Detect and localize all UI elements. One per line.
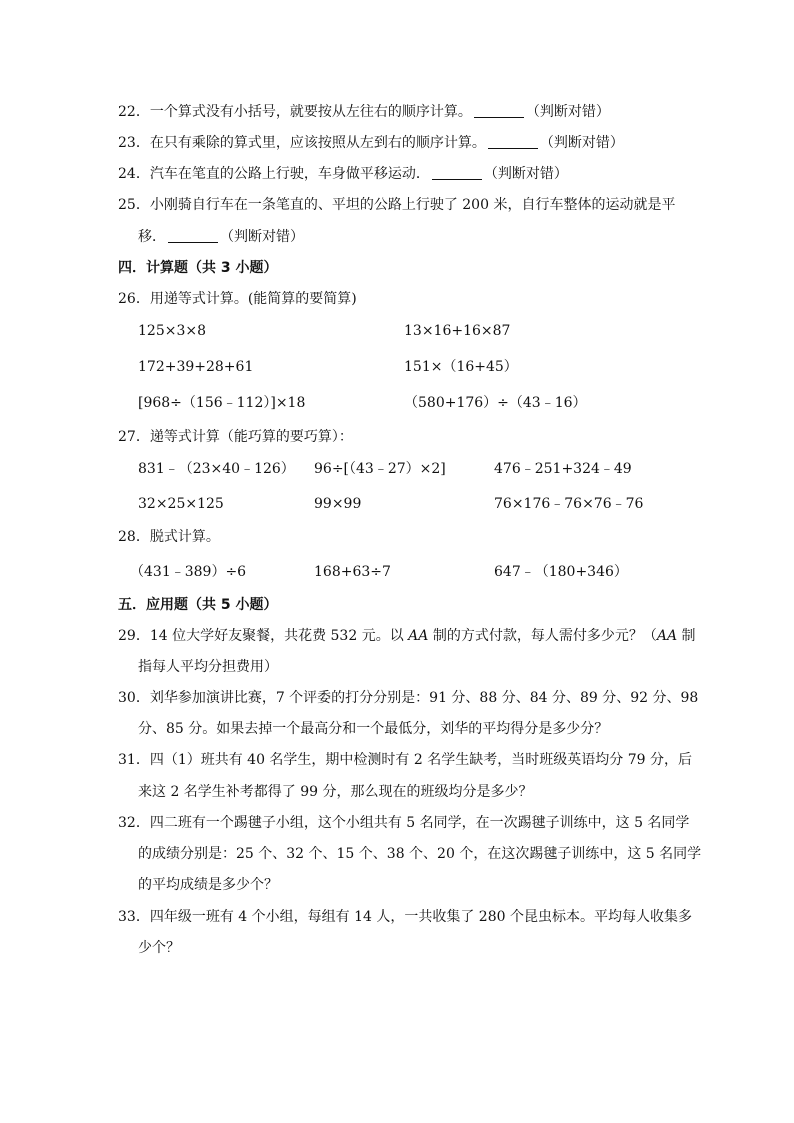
question-28: 28．脱式计算。 — [118, 529, 220, 545]
answer-blank[interactable] — [168, 228, 218, 243]
question-24 — [118, 164, 568, 184]
section-heading: 四．计算题（共 3 小题） — [118, 260, 278, 276]
expression: 476﹣251+324﹣49 — [494, 461, 632, 477]
question-29 — [118, 626, 696, 646]
question-instruction: （判断对错） — [525, 104, 610, 120]
question-30: 30．刘华参加演讲比赛，7 个评委的打分分别是：91 分、88 分、84 分、89 分、92 分、98 — [118, 690, 699, 706]
question-32: 32．四二班有一个踢毽子小组，这个小组共有 5 名同学，在一次踢毽子训练中，这 5 名同学 — [118, 815, 690, 831]
question-instruction: （判断对错） — [539, 135, 624, 151]
question-32-cont: 的平均成绩是多少个？ — [138, 877, 278, 893]
expression: 647﹣（180+346） — [494, 564, 628, 580]
question-text: 在只有乘除的算式里，应该按照从左到右的顺序计算。 — [149, 135, 486, 151]
question-text: 制 — [677, 628, 696, 644]
question-33: 33．四年级一班有 4 个小组，每组有 14 人，一共收集了 280 个昆虫标本。平均每人收集多 — [118, 909, 692, 925]
question-instruction: （判断对错） — [483, 166, 568, 182]
question-33-cont: 少个？ — [138, 940, 180, 956]
question-29-cont: 指每人平均分担费用） — [138, 659, 278, 675]
question-text-italic: AA — [408, 628, 429, 644]
expression: 172+39+28+61 — [138, 359, 254, 375]
expression: 13×16+16×87 — [404, 323, 511, 339]
expression: 32×25×125 — [138, 496, 224, 512]
expression: 168+63÷7 — [314, 564, 391, 580]
question-number: 22． — [118, 104, 150, 120]
question-text: 汽车在笔直的公路上行驶，车身做平移运动． — [149, 166, 430, 182]
question-number: 24． — [118, 166, 150, 182]
question-30-cont: 分、85 分。如果去掉一个最高分和一个最低分，刘华的平均得分是多少分？ — [138, 721, 609, 737]
question-number: 25． — [118, 197, 150, 213]
question-27: 27．递等式计算（能巧算的要巧算）： — [118, 429, 353, 445]
section-heading: 五．应用题（共 5 小题） — [118, 597, 278, 613]
expression: 99×99 — [314, 496, 362, 512]
question-22 — [118, 102, 610, 122]
expression: （580+176）÷（43﹣16） — [404, 395, 587, 411]
question-25-cont — [138, 227, 304, 247]
expression: 125×3×8 — [138, 323, 206, 339]
answer-blank[interactable] — [474, 103, 524, 118]
expression: 96÷[（43﹣27）×2] — [314, 461, 446, 477]
expression: （431﹣389）÷6 — [130, 564, 247, 580]
question-31-cont: 来这 2 名学生补考都得了 99 分，那么现在的班级均分是多少？ — [138, 784, 533, 800]
question-text: 一个算式没有小括号，就要按从左往右的顺序计算。 — [149, 104, 472, 120]
question-text: 小刚骑自行车在一条笔直的、平坦的公路上行驶了 200 米，自行车整体的运动就是平 — [149, 197, 676, 213]
question-25 — [118, 195, 675, 215]
expression: 151×（16+45） — [404, 359, 518, 375]
answer-blank[interactable] — [488, 134, 538, 149]
question-23 — [118, 133, 624, 153]
expression: [968÷（156﹣112）]×18 — [138, 395, 306, 411]
question-32-cont: 的成绩分别是：25 个、32 个、15 个、38 个、20 个，在这次踢毽子训练中，这 5 名同学 — [138, 846, 702, 862]
question-text: 29．14 位大学好友聚餐，共花费 532 元。以 — [118, 628, 409, 644]
answer-blank[interactable] — [432, 165, 482, 180]
question-26: 26．用递等式计算。(能简算的要简算) — [118, 291, 357, 307]
question-number: 23． — [118, 135, 150, 151]
expression: 76×176﹣76×76﹣76 — [494, 496, 644, 512]
question-text: 制的方式付款，每人需付多少元？（ — [428, 628, 657, 644]
question-instruction: （判断对错） — [220, 229, 304, 245]
question-31: 31．四（1）班共有 40 名学生，期中检测时有 2 名学生缺考，当时班级英语均分 79 分，后 — [118, 752, 692, 768]
question-text: 移． — [138, 229, 166, 245]
expression: 831﹣（23×40﹣126） — [138, 461, 295, 477]
question-text-italic: AA — [656, 628, 678, 644]
